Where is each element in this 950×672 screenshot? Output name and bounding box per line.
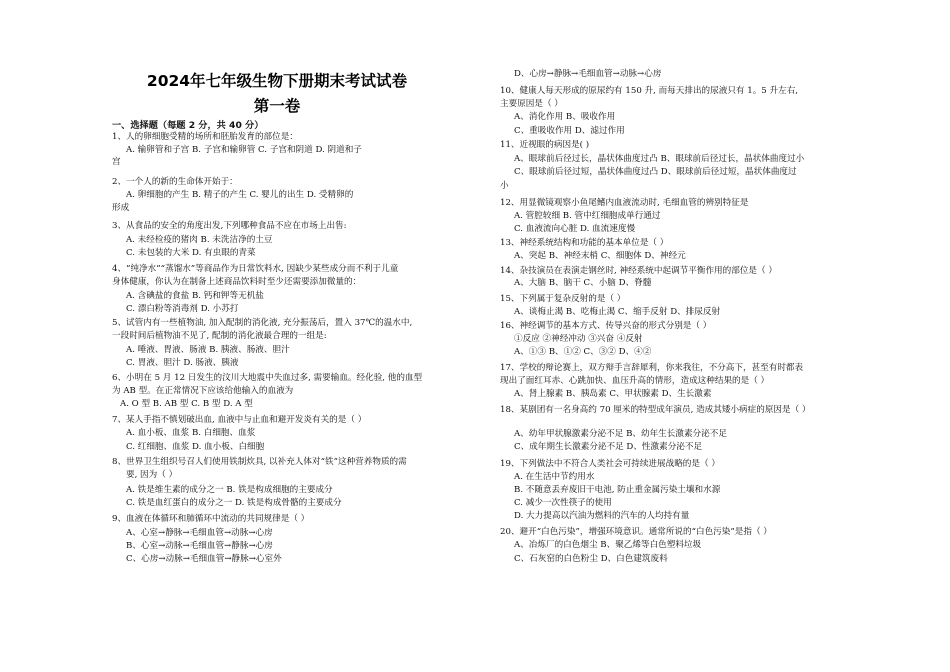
question-line: 主要原因是（ ） <box>500 99 563 109</box>
question-line: 现出了面红耳赤、心跳加快、血压升高的情形，造成这种结果的是（ ） <box>500 376 770 386</box>
question-line: 要, 因为（ ） <box>126 470 178 480</box>
question-line: C、重吸收作用 D、滤过作用 <box>514 126 625 136</box>
question-line: 7、某人手指不慎划破出血, 血液中与止血和避开发炎有关的是（ ） <box>112 415 367 425</box>
question-line: A、冶炼厂的白色烟尘 B、聚乙烯等白色塑料垃圾 <box>514 540 702 550</box>
question-line: 9、血液在体循环和肺循环中流动的共同规律是（ ） <box>112 514 310 524</box>
question-line: ①反应 ②神经冲动 ③兴奋 ④反射 <box>514 334 643 344</box>
question-line: A. 管腔较细 B. 管中红细胞成单行通过 <box>514 211 661 221</box>
question-line: C、心房→动脉→毛细血管→静脉→心室外 <box>126 554 282 564</box>
question-line: 为 AB 型。在正常情况下应该给他输入的血液为 <box>112 386 294 396</box>
question-line: A、心室→静脉→毛细血管→动脉→心房 <box>126 528 273 538</box>
question-line: 小 <box>500 181 509 191</box>
question-line: A. 输卵管和子宫 B. 子宫和输卵管 C. 子宫和阴道 D. 阴道和子 <box>126 145 362 155</box>
question-line: C. 血液流向心脏 D. 血流速度慢 <box>514 224 636 234</box>
question-line: 宫 <box>112 157 121 167</box>
question-line: A、眼球前后径过长，晶状体曲度过凸 B、眼球前后径过长，晶状体曲度过小 <box>514 154 805 164</box>
question-line: A、大脑 B、脑干 C、小脑 D、脊髓 <box>514 278 652 288</box>
question-line: 5、试管内有一些植物油, 加入配制的消化液, 充分振荡后，置入 37℃的温水中, <box>112 318 413 328</box>
question-line: C、成年期生长激素分泌不足 D、性激素分泌不足 <box>514 442 703 452</box>
question-line: 14、杂技演员在表演走钢丝时, 神经系统中起调节平衡作用的部位是（ ） <box>500 266 777 276</box>
question-line: 6、小明在 5 月 12 日发生的汶川大地震中失血过多, 需要输血。经化验, 他的血型 <box>112 373 423 383</box>
question-line: A、肾上腺素 B、胰岛素 C、甲状腺素 D、生长激素 <box>514 389 712 399</box>
question-line: D. 大力提高以汽油为燃料的汽车的人均持有量 <box>514 511 690 521</box>
question-line: B、心室→动脉→毛细血管→静脉→心房 <box>126 541 273 551</box>
question-line: C、石灰窑的白色粉尘 D、白色建筑废料 <box>514 554 668 564</box>
question-line: C. 减少一次性筷子的使用 <box>514 498 612 508</box>
question-line: A、消化作用 B、吸收作用 <box>514 112 616 122</box>
question-line: C. 漂白粉等消毒剂 D. 小苏打 <box>126 304 239 314</box>
question-line: 一段时间后植物油不见了, 配制的消化液最合理的一组是: <box>112 331 327 341</box>
question-line: 4、“纯净水”“蒸馏水”等商品作为日常饮料水, 因缺少某些成分而不利于儿童 <box>112 264 399 274</box>
question-line: A. O 型 B. AB 型 C. B 型 D. A 型 <box>120 399 253 409</box>
question-line: 2、一个人的新的生命体开始于： <box>112 177 238 187</box>
question-line: A、①③ B、①② C、③② D、④② <box>514 347 652 357</box>
question-line: A. 含碘盐的食盐 B. 钙和钾等无机盐 <box>126 291 264 301</box>
question-line: B. 不随意丢弃废旧干电池, 防止重金属污染土壤和水源 <box>514 485 721 495</box>
question-line: 20、避开“白色污染”，增强环境意识。通常所说的“白色污染”是指（ ） <box>500 527 772 537</box>
question-line: C. 红细胞、血浆 D. 血小板、白细胞 <box>126 442 265 452</box>
question-line: A. 未经检疫的猪肉 B. 未洗洁净的土豆 <box>126 235 273 245</box>
question-line: 18、某剧团有一名身高约 70 厘米的特型成年演员, 造成其矮小病症的原因是（ ） <box>500 405 811 415</box>
question-line: 12、用显微镜观察小鱼尾鳍内血液流动时, 毛细血管的辨别特征是 <box>500 198 749 208</box>
question-line: 身体健康，你认为在制备上述商品饮料时至少还需要添加微量的： <box>112 277 362 287</box>
question-line: A. 铁是维生素的成分之一 B. 铁是构成细胞的主要成分 <box>126 485 333 495</box>
question-line: A. 在生活中节约用水 <box>514 472 595 482</box>
question-line: 8、世界卫生组织号召人们使用铁制炊具, 以补充人体对“铁”这种营养物质的需 <box>112 457 407 467</box>
question-line: A、幼年甲状腺激素分泌不足 B、幼年生长激素分泌不足 <box>514 429 727 439</box>
question-line: C、眼球前后径过短，晶状体曲度过凸 D、眼球前后径过短，晶状体曲度过 <box>514 167 797 177</box>
question-line: A. 卵细胞的产生 B. 精子的产生 C. 婴儿的出生 D. 受精卵的 <box>126 190 354 200</box>
question-line: 1、人的卵细胞受精的场所和胚胎发育的部位是： <box>112 132 298 142</box>
question-line: A. 血小板、血浆 B. 白细胞、血浆 <box>126 428 256 438</box>
section-heading: 一、选择题（每题 2 分，共 40 分） <box>112 120 264 131</box>
question-line: A. 唾液、胃液、肠液 B. 胰液、肠液、胆汁 <box>126 345 290 355</box>
question-line: D、心房→静脉→毛细血管→动脉→心房 <box>514 69 662 79</box>
question-line: A、突起 B、神经末梢 C、细胞体 D、神经元 <box>514 251 686 261</box>
question-line: C. 未包装的大米 D. 有虫眼的青菜 <box>126 248 256 258</box>
question-line: 3、从食品的安全的角度出发,下列哪种食品不应在市场上出售: <box>112 221 347 231</box>
question-line: 17、学校的辩论赛上，双方辩手言辞犀利，你来我往，不分高下，甚至有时都表 <box>500 363 804 373</box>
exam-title: 2024年七年级生物下册期末考试试卷 <box>146 72 408 90</box>
question-line: C. 铁是血红蛋白的成分之一 D. 铁是构成骨骼的主要成分 <box>126 498 342 508</box>
question-line: 13、神经系统结构和功能的基本单位是（ ） <box>500 238 669 248</box>
question-line: 形成 <box>112 203 130 213</box>
question-line: 16、神经调节的基本方式、传导兴奋的形式分别是（ ） <box>500 321 712 331</box>
question-line: 19、下列做法中不符合人类社会可持续进展战略的是（ ） <box>500 459 720 469</box>
question-line: 15、下列属于复杂反射的是（ ） <box>500 294 626 304</box>
question-line: A、谈梅止渴 B、吃梅止渴 C、缩手反射 D、排尿反射 <box>514 307 721 317</box>
volume-title: 第一卷 <box>253 97 301 115</box>
question-line: 11、近视眼的病因是( ) <box>500 140 590 150</box>
question-line: 10、健康人每天形成的原尿约有 150 升, 而每天排出的尿液只有 1。5 升左右, <box>500 86 799 96</box>
question-line: C. 胃液、胆汁 D. 肠液、胰液 <box>126 358 239 368</box>
